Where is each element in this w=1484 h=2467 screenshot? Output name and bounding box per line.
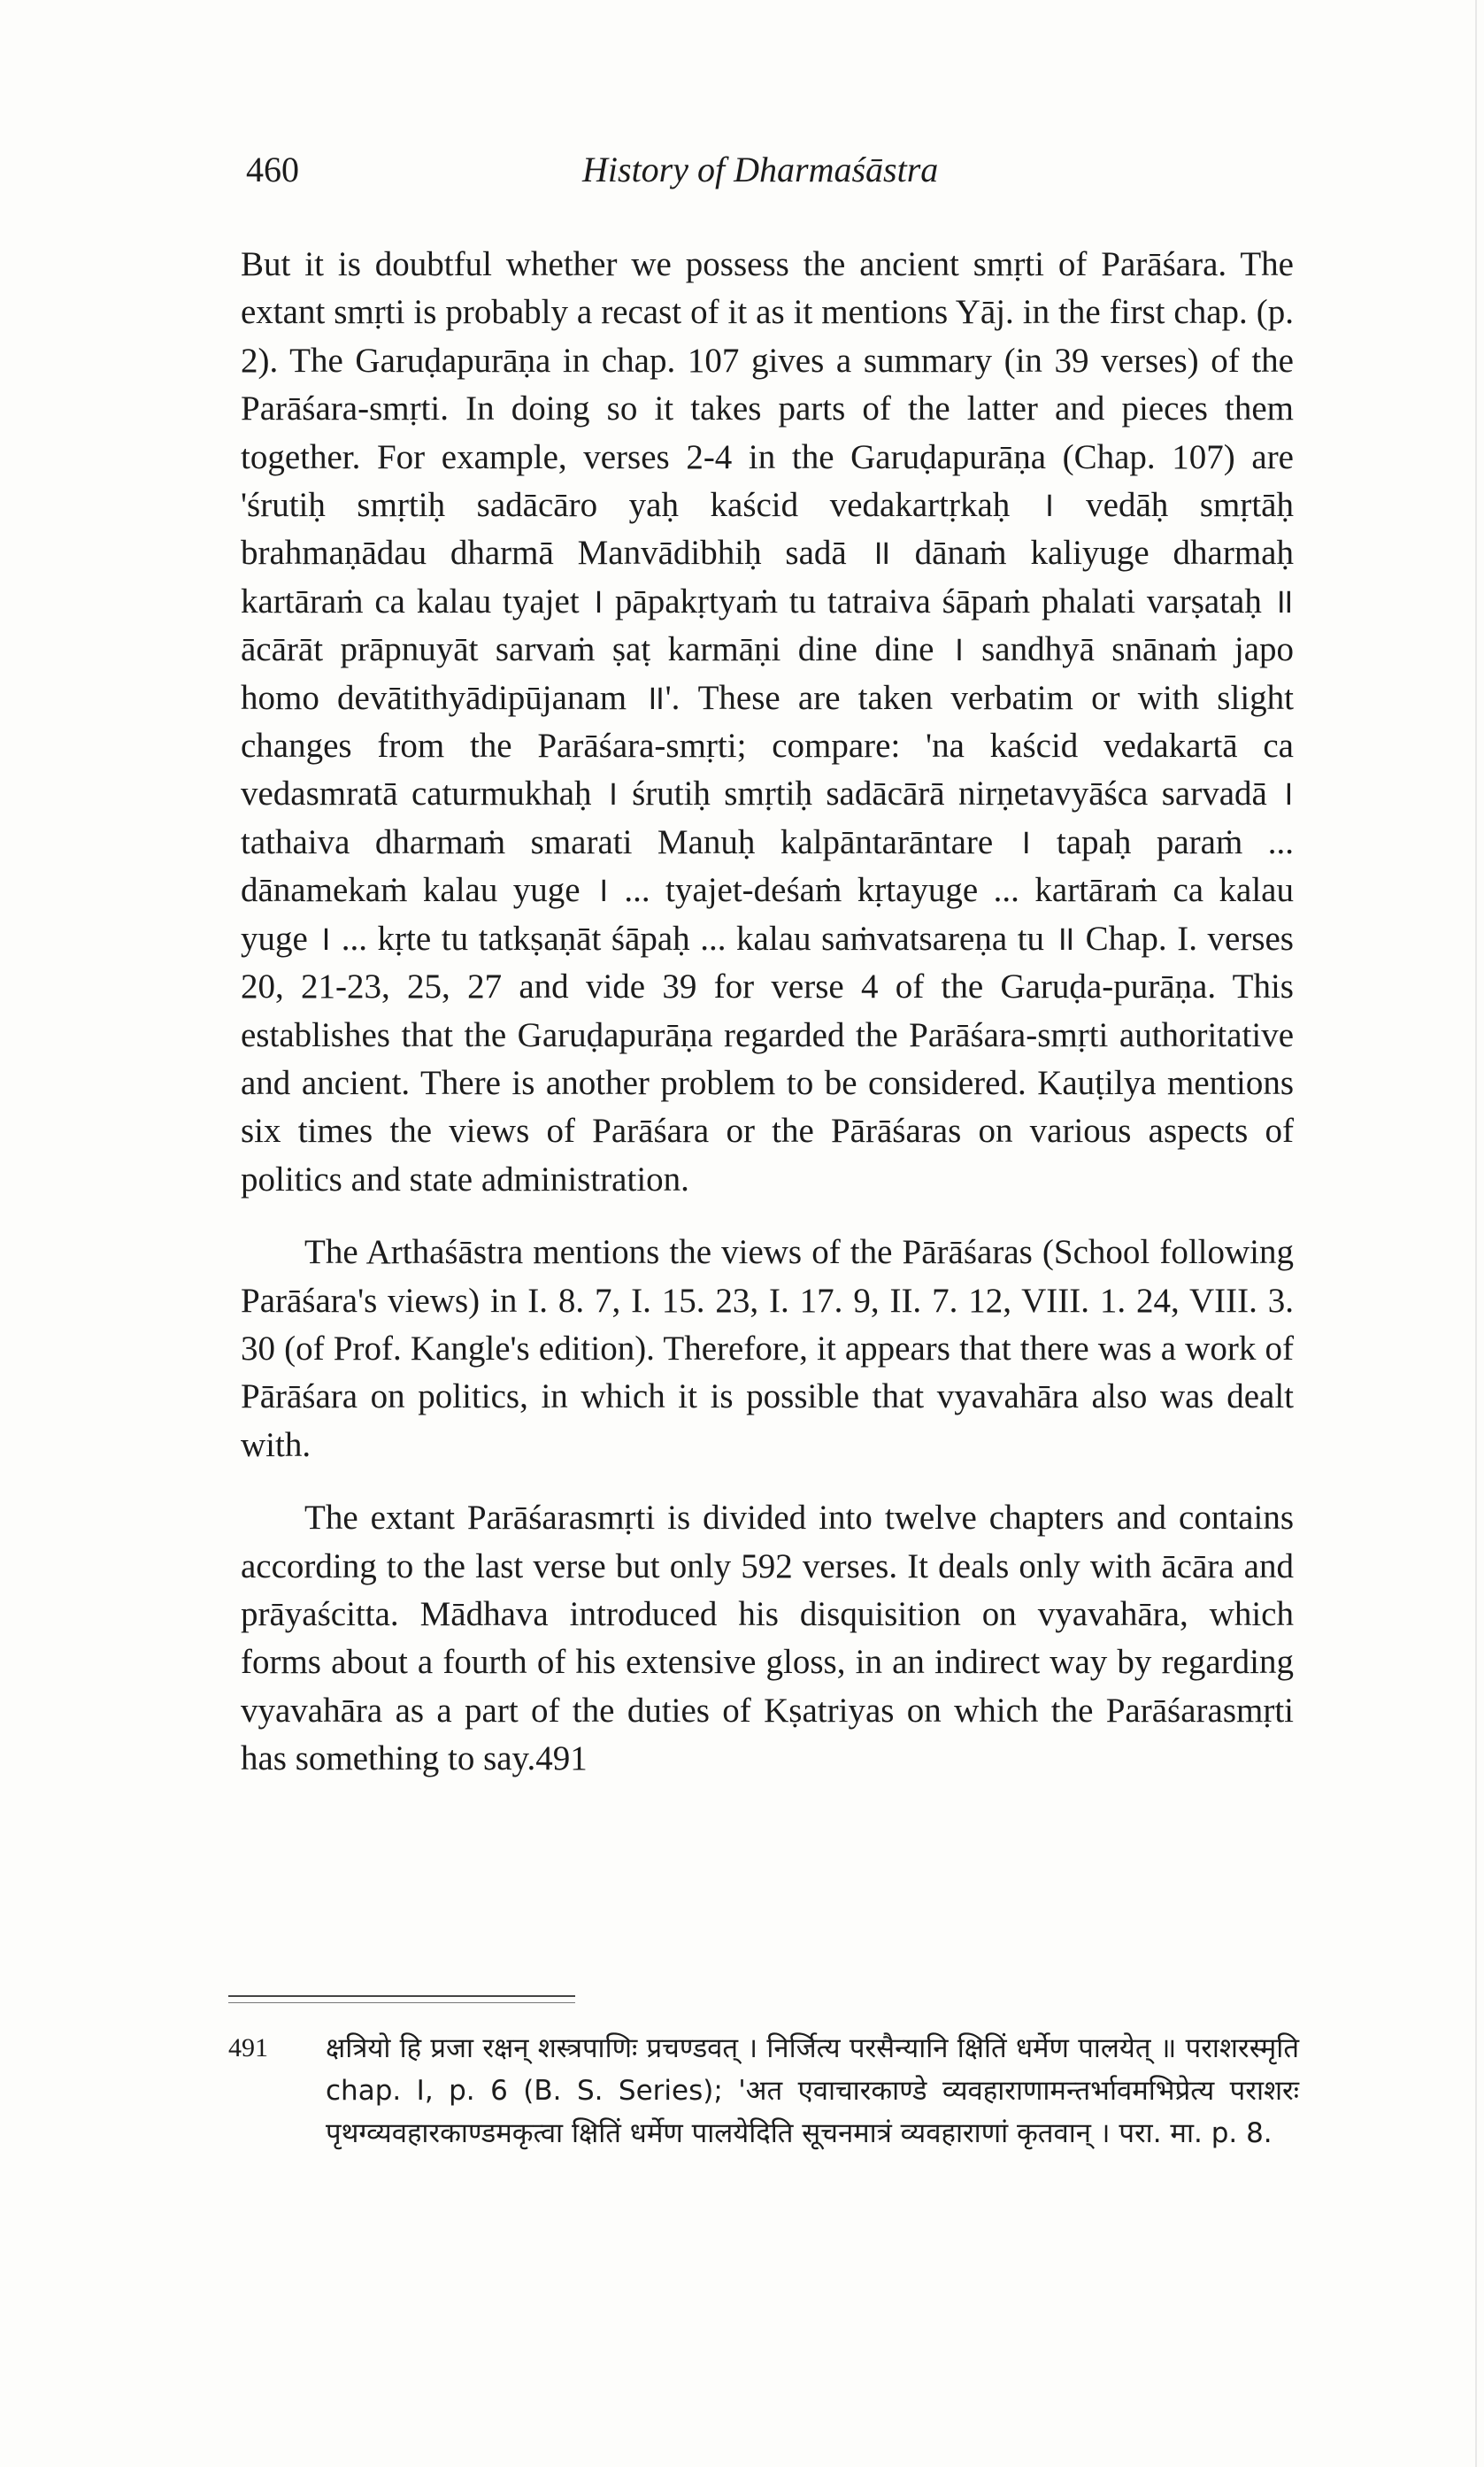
- running-title: History of Dharmaśāstra: [582, 150, 939, 189]
- paragraph-3: The extant Parāśarasmṛti is divided into twelve chapters and contains according to the last verse but only 592 verses. It deals only with ācāra and prāyaścitta. Mādhava introduced his disquisition on vyavahāra, which forms about a fourth of his extensive gloss, in an indirect way by regarding vyavahāra as a part of the duties of Kṣatriyas on which the Parāśarasmṛti has something to say.491: [241, 1499, 1294, 1778]
- paragraph-2: The Arthaśāstra mentions the views of the Pārāśaras (School following Parāśara's views) in I. 8. 7, I. 15. 23, I. 17. 9, II. 7. 12, VIII. 1. 24, VIII. 3. 30 (of Prof. Kangle's edition). Therefore, it appears that there was a work of Pārāśara on politics, in which it is possible that vyavahāra also was dealt with.: [241, 1233, 1294, 1464]
- footnote: [228, 2027, 1299, 2155]
- paragraph-1: But it is doubtful whether we possess the ancient smṛti of Parāśara. The extant smṛti is probably a recast of it as it mentions Yāj. in the first chap. (p. 2). The Garuḍapurāṇa in chap. 107 gives a summary (in 39 verses) of the Parāśara-smṛti. In doing so it takes parts of the latter and pieces them together. For example, verses 2-4 in the Garuḍapurāṇa (Chap. 107) are 'śrutiḥ smṛtiḥ sadācāro yaḥ kaścid vedakartṛkaḥ । vedāḥ smṛtāḥ brahmaṇādau dharmā Manvādibhiḥ sadā ॥ dānaṁ kaliyuge dharmaḥ kartāraṁ ca kalau tyajet । pāpakṛtyaṁ tu tatraiva śāpaṁ phalati varṣataḥ ॥ ācārāt prāpnuyāt sarvaṁ ṣaṭ karmāṇi dine dine । sandhyā snānaṁ japo homo devātithyādipūjanam ॥'. These are taken verbatim or with slight changes from the Parāśara-smṛti; compare: 'na kaścid vedakartā ca vedasmratā caturmukhaḥ । śrutiḥ smṛtiḥ sadācārā nirṇetavyāśca sarvadā । tathaiva dharmaṁ smarati Manuḥ kalpāntarāntare । tapaḥ paraṁ ... dānamekaṁ kalau yuge । ... tyajet-deśaṁ kṛtayuge ... kartāraṁ ca kalau yuge । ... kṛte tu tatkṣaṇāt śāpaḥ ... kalau saṁvatsareṇa tu ॥ Chap. I. verses 20, 21-23, 25, 27 and vide 39 for verse 4 of the Garuḍa-purāṇa. This establishes that the Garuḍapurāṇa regarded the Parāśara-smṛti authoritative and ancient. There is another problem to be considered. Kauṭilya mentions six times the views of Parāśara or the Pārāśaras on various aspects of politics and state administration.: [241, 245, 1294, 1199]
- footnote-number: 491: [228, 2033, 268, 2062]
- footnote-rule: [228, 1995, 575, 1997]
- footnote-text: क्षत्रियो हि प्रजा रक्षन् शस्त्रपाणिः प्रचण्डवत् । निर्जित्य परसैन्यानि क्षितिं धर्मेण पालयेत् ॥ पराशरस्मृति chap. I, p. 6 (B. S. Series); 'अत एवाचारकाण्डे व्यवहाराणामन्तर्भावमभिप्रेत्य पराशरः पृथग्व्यवहारकाण्डमकृत्वा क्षितिं धर्मेण पालयेदिति सूचनमात्रं व्यवहाराणां कृतवान् । परा. मा. p. 8.: [326, 2032, 1299, 2149]
- page-number: 460: [246, 150, 299, 189]
- footnote-rule-secondary: [228, 2002, 575, 2003]
- page-edge-line: [1475, 0, 1477, 2467]
- page-header: [246, 149, 1299, 202]
- body-text: [241, 241, 1294, 1808]
